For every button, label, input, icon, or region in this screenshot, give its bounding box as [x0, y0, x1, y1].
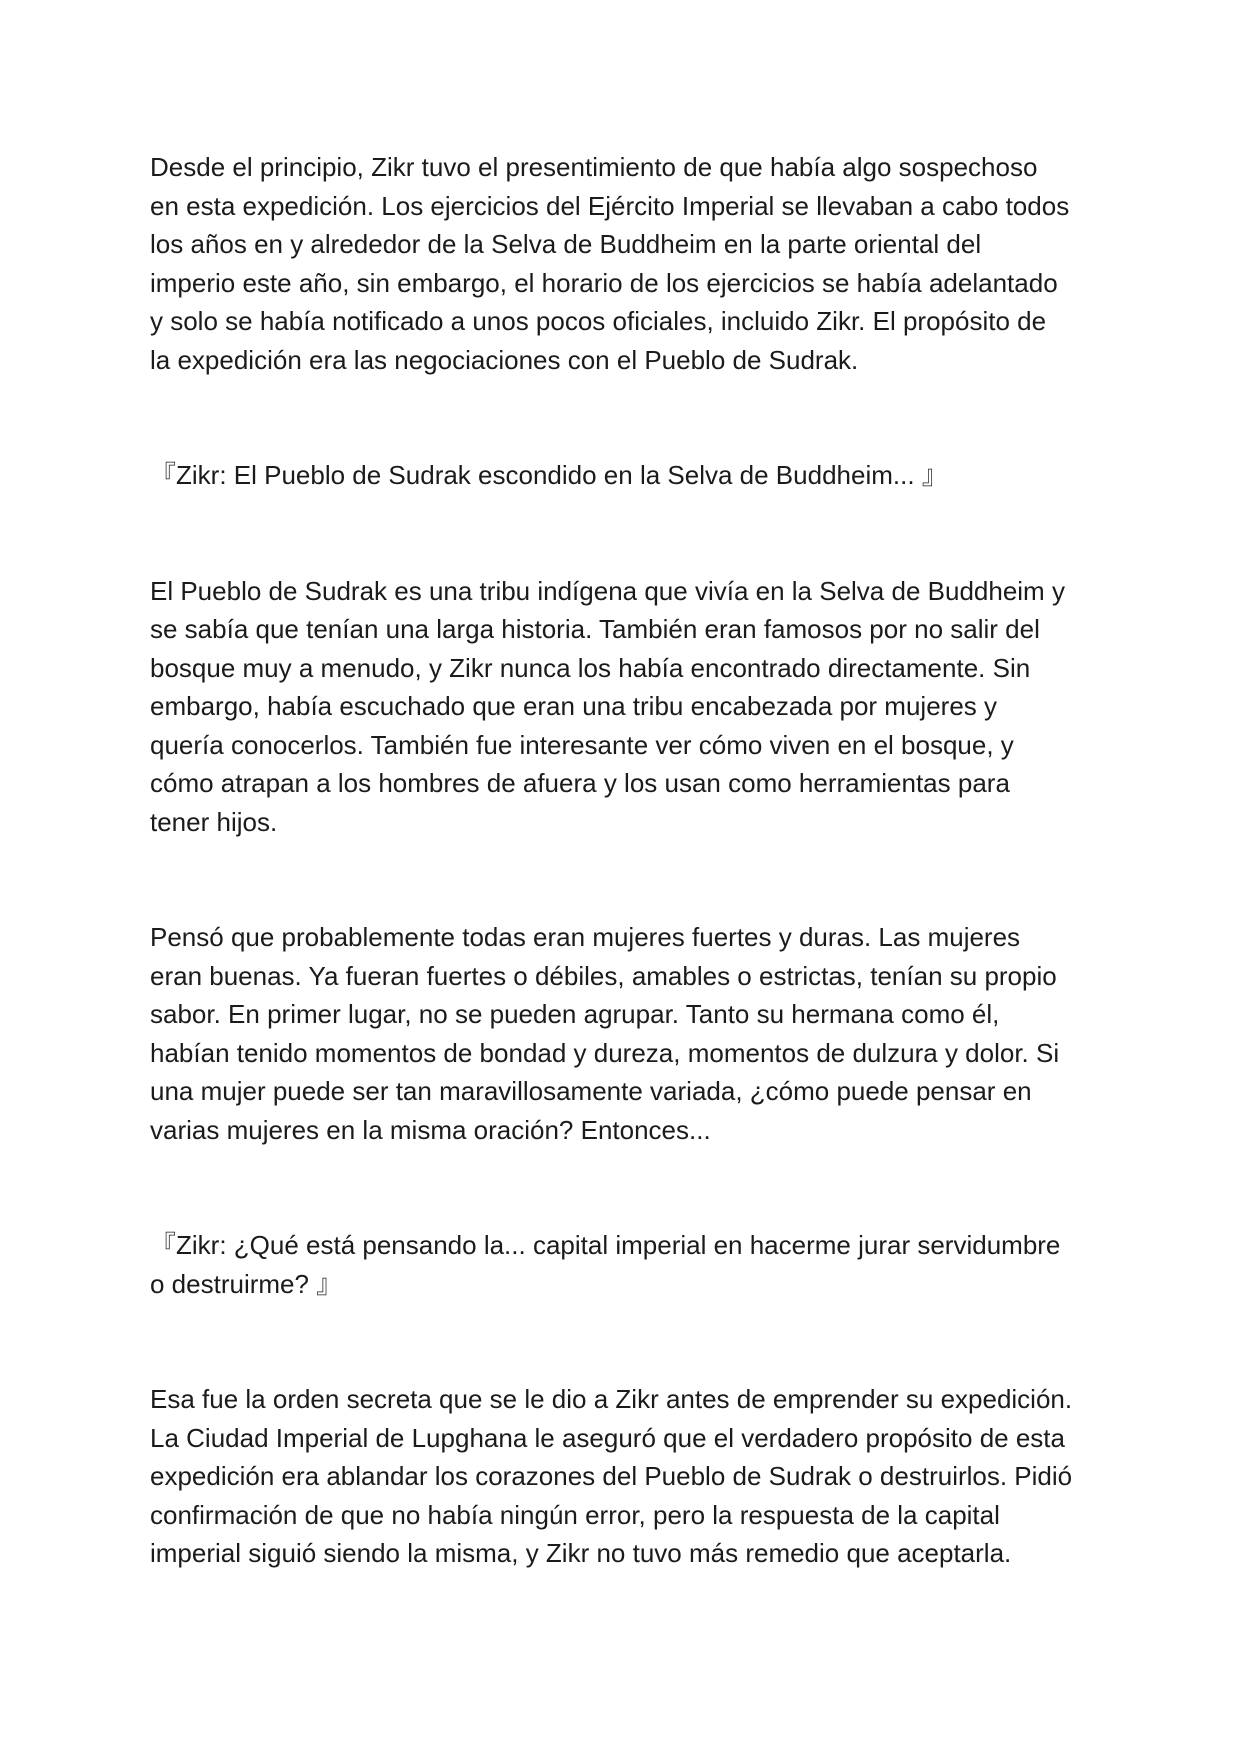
paragraph-gap [150, 841, 1110, 918]
paragraph-expedition-suspicion: Desde el principio, Zikr tuvo el presentimiento de que había algo sospechoso en esta expedición. Los ejercicios del Ejército Imperial se llevaban a cabo todos los años en y alrededor de la Selva de Buddheim en la parte oriental del imperio este año, sin embargo, el horario de los ejercicios se había adelantado y solo se había notificado a unos pocos oficiales, incluido Zikr. El propósito de la expedición era las negociaciones con el Pueblo de Sudrak. [150, 152, 1070, 375]
paragraph-gap [150, 379, 1110, 456]
paragraph-gap [150, 495, 1110, 572]
document-page [150, 148, 1110, 1573]
paragraph-secret-order: Esa fue la orden secreta que se le dio a Zikr antes de emprender su expedición. La Ciudad Imperial de Lupghana le aseguró que el verdadero propósito de esta expedición era ablandar los corazones del Pueblo de Sudrak o destruirlos. Pidió confirmación de que no había ningún error, pero la respuesta de la capital imperial siguió siendo la misma, y Zikr no tuvo más remedio que aceptarla. [150, 1384, 1073, 1568]
paragraph-gap [150, 1149, 1110, 1226]
paragraph-sudrak-tribe: El Pueblo de Sudrak es una tribu indígena que vivía en la Selva de Buddheim y se sabía que tenían una larga historia. También eran famosos por no salir del bosque muy a menudo, y Zikr nunca los había encontrado directamente. Sin embargo, había escuchado que eran una tribu encabezada por mujeres y quería conocerlos. También fue interesante ver cómo viven en el bosque, y cómo atrapan a los hombres de afuera y los usan como herramientas para tener hijos. [150, 575, 1065, 837]
dialogue-zikr-capital: 『Zikr: ¿Qué está pensando la... capital imperial en hacerme jurar servidumbre o destruirme? 』 [150, 1230, 1061, 1299]
paragraph-women-thoughts: Pensó que probablemente todas eran mujeres fuertes y duras. Las mujeres eran buenas. Ya fueran fuertes o débiles, amables o estrictas, tenían su propio sabor. En primer lugar, no se pueden agrupar. Tanto su hermana como él, habían tenido momentos de bondad y dureza, momentos de dulzura y dolor. Si una mujer puede ser tan maravillosamente variada, ¿cómo puede pensar en varias mujeres en la misma oración? Entonces... [150, 922, 1060, 1145]
dialogue-zikr-sudrak: 『Zikr: El Pueblo de Sudrak escondido en la Selva de Buddheim... 』 [150, 460, 948, 490]
paragraph-gap [150, 1303, 1110, 1380]
